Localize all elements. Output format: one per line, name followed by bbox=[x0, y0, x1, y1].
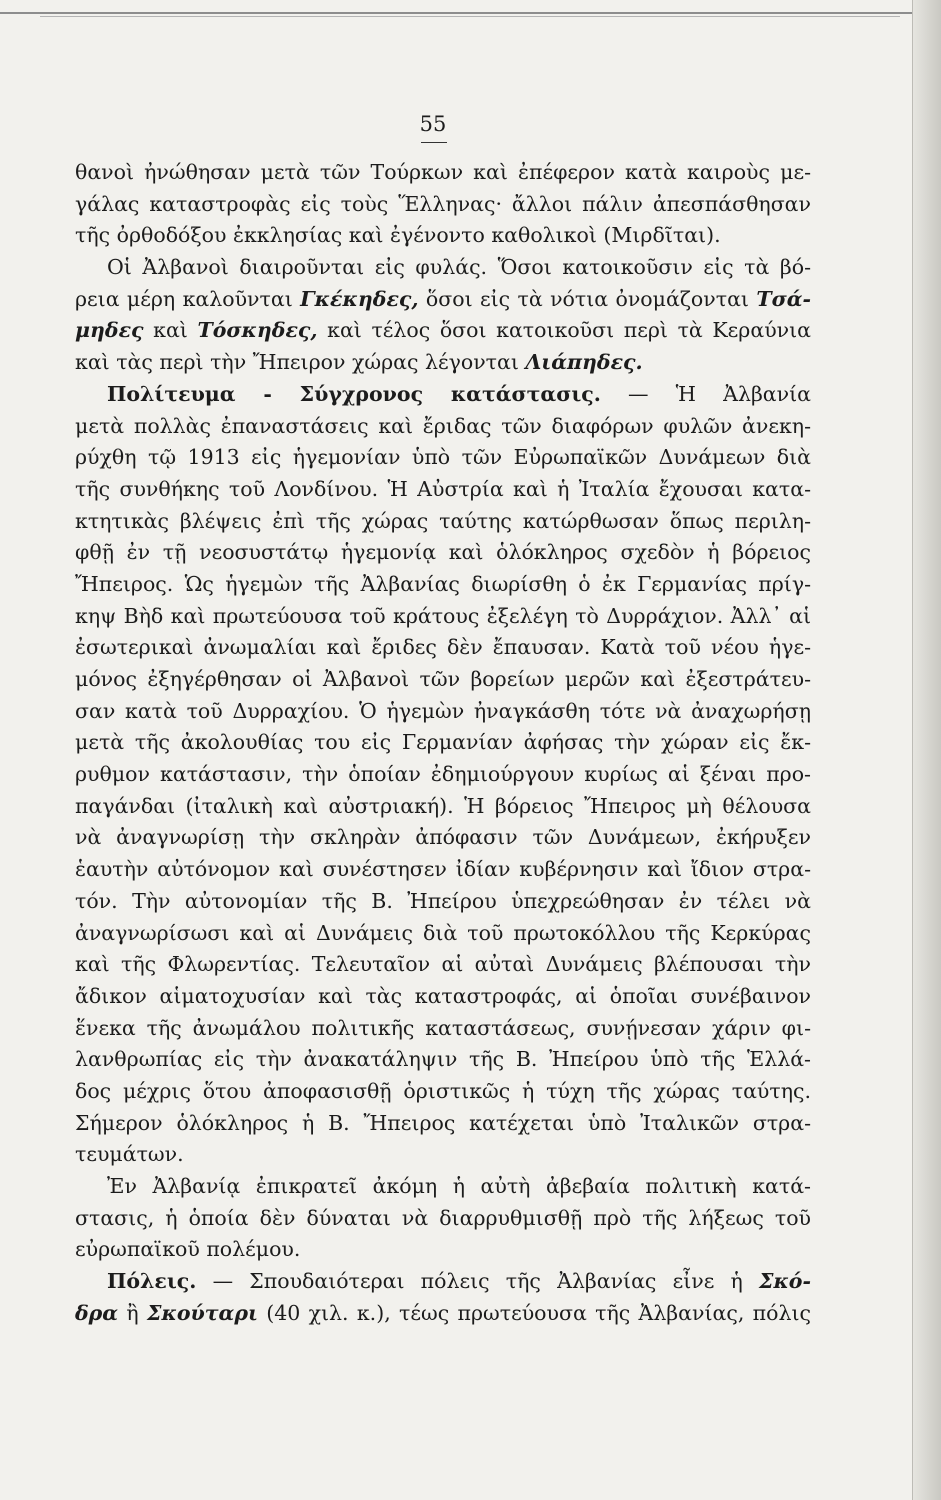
top-border bbox=[0, 0, 920, 14]
text-line: κηψ Βὴδ καὶ πρωτεύουσα τοῦ κράτους ἐξελέγη τὸ Δυρράχιον. Ἀλλ᾽ αἱ bbox=[75, 603, 811, 628]
text-line: ἑαυτὴν αὐτόνομον καὶ συνέστησεν ἰδίαν κυβέρνησιν καὶ ἴδιον στρα- bbox=[75, 857, 811, 882]
text-line: σαν κατὰ τοῦ Δυρραχίου. Ὁ ἡγεμὼν ἠναγκάσθη τότε νὰ ἀναχωρήσῃ bbox=[75, 698, 811, 723]
text-line: ἕνεκα τῆς ἀνωμάλου πολιτικῆς καταστάσεως, συνῄνεσαν χάριν φι- bbox=[75, 1015, 811, 1040]
text-line: λανθρωπίας εἰς τὴν ἀνακατάληψιν τῆς Β. Ἠπείρου ὑπὸ τῆς Ἑλλά- bbox=[75, 1047, 811, 1072]
text-line: ρύχθη τῷ 1913 εἰς ἡγεμονίαν ὑπὸ τῶν Εὐρωπαϊκῶν Δυνάμεων διὰ bbox=[75, 445, 811, 470]
text-line: θανοὶ ἠνώθησαν μετὰ τῶν Τούρκων καὶ ἐπέφερον κατὰ καιροὺς με- bbox=[75, 160, 811, 184]
text-line: νὰ ἀναγνωρίσῃ τὴν σκληρὰν ἀπόφασιν τῶν Δυνάμεων, ἐκήρυξεν bbox=[75, 825, 811, 850]
text-line: μετὰ τῆς ἀκολουθίας του εἰς Γερμανίαν ἀφήσας τὴν χώραν εἰς ἔκ- bbox=[75, 730, 811, 755]
text-line: παγάνδαι (ἰταλικὴ καὶ αὐστριακή). Ἡ βόρειος Ἤπειρος μὴ θέλουσα bbox=[75, 793, 811, 818]
text-line: ἀναγνωρίσωσι καὶ αἱ Δυνάμεις διὰ τοῦ πρωτοκόλλου τῆς Κερκύρας bbox=[75, 920, 811, 945]
text-line: εὐρωπαϊκοῦ πολέμου. bbox=[75, 1237, 301, 1262]
text-line: καὶ τῆς Φλωρεντίας. Τελευταῖον αἱ αὐταὶ Δυνάμεις βλέπουσαι τὴν bbox=[75, 952, 811, 977]
text-line: δος μέχρις ὅτου ἀποφασισθῇ ὁριστικῶς ἡ τύχη τῆς χώρας ταύτης. bbox=[75, 1078, 811, 1103]
page-edge bbox=[912, 0, 941, 1500]
text-line: ἐσωτερικαὶ ἀνωμαλίαι καὶ ἔριδες δὲν ἔπαυσαν. Κατὰ τοῦ νέου ἡγε- bbox=[75, 635, 811, 660]
section-heading: Πολίτευμα - Σύγχρονος κατάστασις. bbox=[107, 381, 601, 406]
text-line: στασις, ἡ ὁποία δὲν δύναται νὰ διαρρυθμισθῇ πρὸ τῆς λήξεως τοῦ bbox=[75, 1205, 811, 1230]
text-line: ρυθμον κατάστασιν, τὴν ὁποίαν ἐδημιούργουν κυρίως αἱ ξέναι προ- bbox=[75, 762, 811, 787]
text-line: ἄδικον αἱματοχυσίαν καὶ τὰς καταστροφάς, αἱ ὁποῖαι συνέβαινον bbox=[75, 983, 811, 1008]
text-line: τόν. Τὴν αὐτονομίαν τῆς Β. Ἠπείρου ὑπεχρεώθησαν ἐν τέλει νὰ bbox=[75, 888, 811, 913]
text-line: μηδες καὶ Τόσκηδες, καὶ τέλος ὅσοι κατοικοῦσι περὶ τὰ Κεραύνια bbox=[75, 318, 811, 343]
text-line: Ἐν Ἀλβανίᾳ ἐπικρατεῖ ἀκόμη ἡ αὐτὴ ἀβεβαία πολιτικὴ κατά- bbox=[107, 1174, 811, 1198]
page-number: 55 bbox=[419, 112, 447, 136]
text-line: μετὰ πολλὰς ἐπαναστάσεις καὶ ἔριδας τῶν διαφόρων φυλῶν ἀνεκη- bbox=[75, 413, 811, 438]
text-line: ρεια μέρη καλοῦνται Γκέκηδες, ὅσοι εἰς τὰ νότια ὀνομάζονται Τσά- bbox=[75, 286, 811, 311]
text-line: φθῇ ἐν τῇ νεοσυστάτῳ ἡγεμονίᾳ καὶ ὁλόκληρος σχεδὸν ἡ βόρειος bbox=[75, 540, 811, 565]
text-line: κτητικὰς βλέψεις ἐπὶ τῆς χώρας ταύτης κατώρθωσαν ὅπως περιλη- bbox=[75, 508, 811, 533]
text-line: Ἤπειρος. Ὡς ἡγεμὼν τῆς Ἀλβανίας διωρίσθη ὁ ἐκ Γερμανίας πρίγ- bbox=[75, 571, 811, 596]
text-line: τευμάτων. bbox=[75, 1142, 184, 1167]
body-text bbox=[75, 157, 811, 1329]
page-number-rule bbox=[421, 142, 447, 143]
section-heading-line: Πόλεις. — Σπουδαιότεραι πόλεις τῆς Ἀλβανίας εἶνε ἡ Σκό- bbox=[107, 1269, 811, 1294]
text-line: Σήμερον ὁλόκληρος ἡ Β. Ἤπειρος κατέχεται ὑπὸ Ἰταλικῶν στρα- bbox=[75, 1110, 811, 1135]
text-line: μόνος ἐξηγέρθησαν οἱ Ἀλβανοὶ τῶν βορείων μερῶν καὶ ἐξεστράτευ- bbox=[75, 667, 811, 691]
text-line: Οἱ Ἀλβανοὶ διαιροῦνται εἰς φυλάς. Ὅσοι κατοικοῦσιν εἰς τὰ βό- bbox=[107, 255, 811, 280]
text-line: γάλας καταστροφὰς εἰς τοὺς Ἕλληνας· ἄλλοι πάλιν ἀπεσπάσθησαν bbox=[75, 191, 811, 216]
section-heading-line: Πολίτευμα - Σύγχρονος κατάστασις. — Ἡ Ἀλβανία bbox=[107, 381, 811, 406]
text-line: τῆς συνθήκης τοῦ Λονδίνου. Ἡ Αὐστρία καὶ ἡ Ἰταλία ἔχουσαι κατα- bbox=[75, 476, 811, 501]
section-heading: Πόλεις. bbox=[107, 1269, 197, 1294]
text-line: δρα ἢ Σκούταρι (40 χιλ. κ.), τέως πρωτεύουσα τῆς Ἀλβανίας, πόλις bbox=[75, 1300, 811, 1325]
text-line: τῆς ὀρθοδόξου ἐκκλησίας καὶ ἐγένοντο καθολικοὶ (Μιρδῖται). bbox=[75, 223, 721, 248]
text-line: καὶ τὰς περὶ τὴν Ἤπειρον χώρας λέγονται Λιάπηδες. bbox=[75, 350, 643, 375]
top-border-inner bbox=[40, 16, 900, 17]
